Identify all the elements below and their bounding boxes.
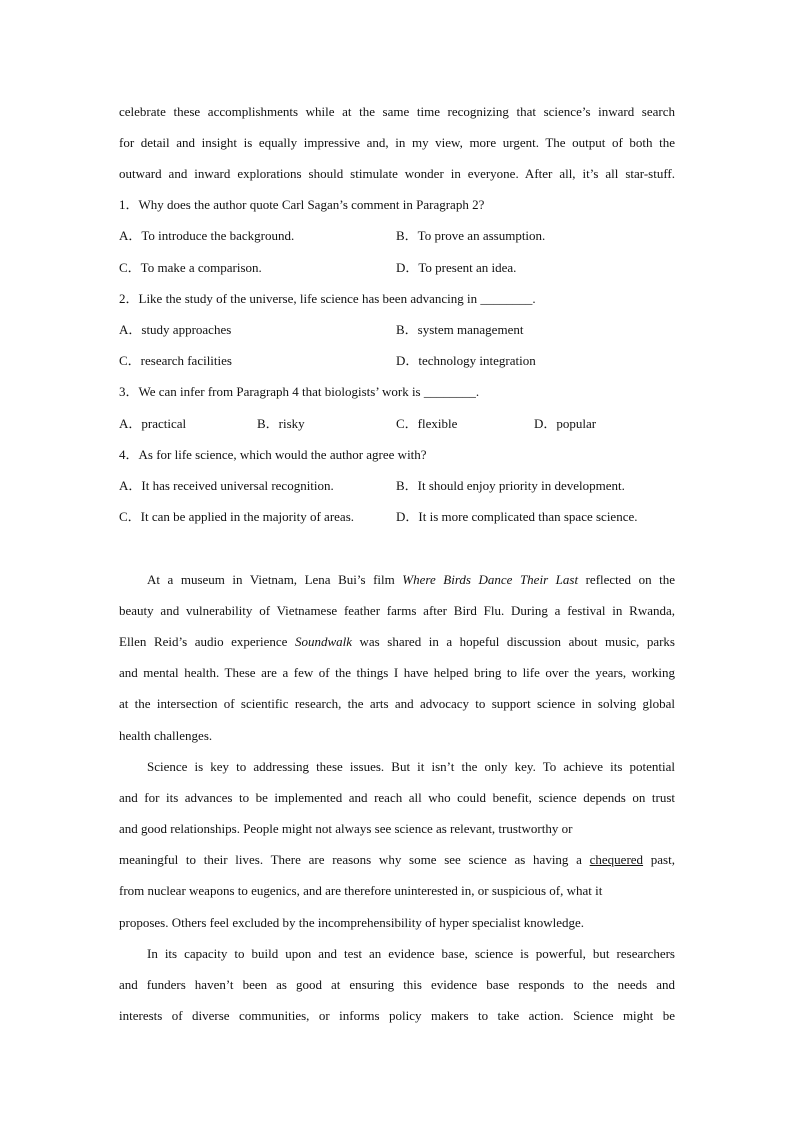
passage-line: for detail and insight is equally impressive and, in my view, more urgent. The output of both the [119,135,675,150]
question-2-option-c: C．research facilities [119,353,232,368]
question-4-option-c: C．It can be applied in the majority of areas. [119,509,355,524]
question-3-option-c: C．flexible [396,416,458,431]
passage-line: beauty and vulnerability of Vietnamese feather farms after Bird Flu. During a festival in Rwanda, [119,603,675,618]
question-3-option-b: B．risky [257,416,305,431]
passage-line: interests of diverse communities, or informs policy makers to take action. Science might be [119,1008,675,1023]
question-1-option-b: B．To prove an assumption. [396,228,546,243]
question-4-stem: 4．As for life science, which would the author agree with? [119,447,427,462]
passage-line: proposes. Others feel excluded by the incomprehensibility of hyper specialist knowledge. [119,915,584,930]
passage-line [119,850,675,870]
question-2-option-a: A．study approaches [119,322,232,337]
passage-line: and for its advances to be implemented and reach all who could benefit, science depends on trust [119,790,675,805]
passage-text: Ellen Reid’s audio experience [119,634,295,649]
passage-line: celebrate these accomplishments while at the same time recognizing that science’s inward search [119,104,675,119]
passage-text: reflected on the [578,572,675,587]
passage-line: and good relationships. People might not always see science as relevant, trustworthy or [119,821,573,836]
question-1-option-c: C．To make a comparison. [119,260,262,275]
underlined-word: chequered [589,852,644,867]
work-title: Soundwalk [294,634,352,649]
passage-text: past, [643,852,675,867]
passage-line [147,570,675,590]
question-3-stem: 3．We can infer from Paragraph 4 that biologists’ work is ________. [119,384,480,399]
question-3-option-a: A．practical [119,416,187,431]
passage-line: outward and inward explorations should stimulate wonder in everyone. After all, it’s all star-stuff. [119,166,675,181]
question-2-option-b: B．system management [396,322,524,337]
passage-line: In its capacity to build upon and test an evidence base, science is powerful, but researchers [147,946,675,961]
passage-text: At a museum in Vietnam, Lena Bui’s film [147,572,403,587]
passage-line: health challenges. [119,728,213,743]
question-1-option-a: A．To introduce the background. [119,228,295,243]
passage-line: at the intersection of scientific research, the arts and advocacy to support science in solving global [119,696,675,711]
question-1-option-d: D．To present an idea. [396,260,517,275]
passage-line: and mental health. These are a few of the things I have helped bring to life over the years, working [119,665,675,680]
passage-line [119,632,675,652]
passage-line: from nuclear weapons to eugenics, and are therefore uninterested in, or suspicious of, what it [119,883,603,898]
question-2-option-d: D．technology integration [396,353,536,368]
question-4-option-a: A．It has received universal recognition. [119,478,334,493]
question-2-stem: 2．Like the study of the universe, life science has been advancing in ________. [119,291,536,306]
film-title: Where Birds Dance Their Last [402,572,579,587]
question-3-option-d: D．popular [534,416,597,431]
passage-text: was shared in a hopeful discussion about music, parks [352,634,675,649]
passage-line: and funders haven’t been as good at ensuring this evidence base responds to the needs and [119,977,675,992]
question-1-stem: 1．Why does the author quote Carl Sagan’s comment in Paragraph 2? [119,197,485,212]
question-4-option-d: D．It is more complicated than space science. [396,509,638,524]
passage-text: meaningful to their lives. There are reasons why some see science as having a [119,852,590,867]
question-4-option-b: B．It should enjoy priority in development. [396,478,625,493]
passage-line: Science is key to addressing these issues. But it isn’t the only key. To achieve its potential [147,759,675,774]
